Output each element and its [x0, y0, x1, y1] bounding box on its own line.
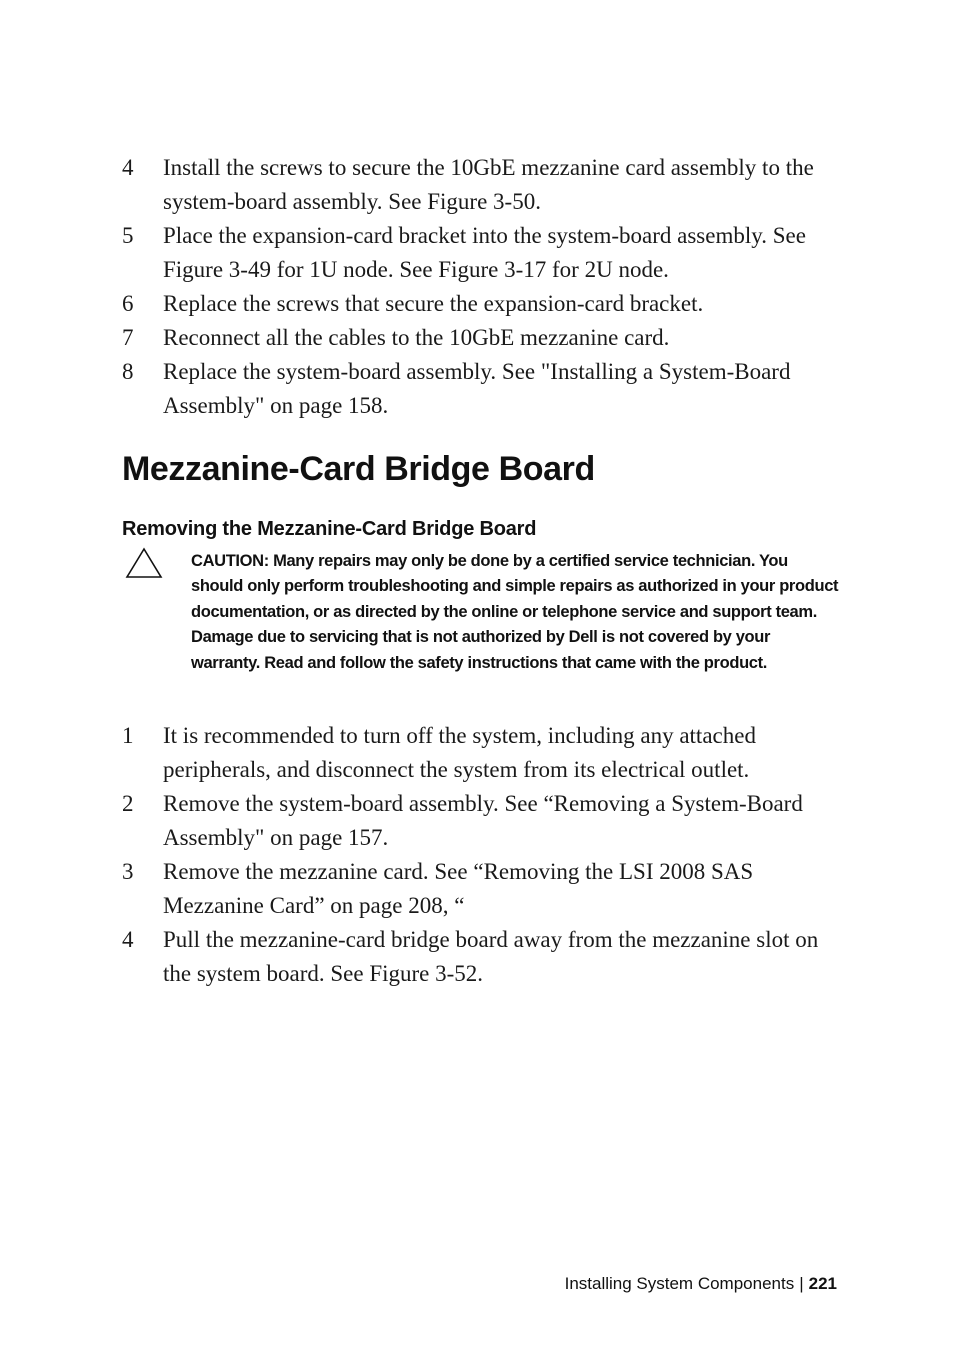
step-text: Replace the system-board assembly. See "Installing a System-Board Assembly" on page 158. — [163, 359, 791, 418]
step-text: Pull the mezzanine-card bridge board away from the mezzanine slot on the system board. See Figure 3-52. — [163, 927, 819, 986]
step-number: 5 — [122, 223, 134, 248]
step-text: Replace the screws that secure the expansion-card bracket. — [163, 291, 704, 316]
footer-chapter-title: Installing System Components — [564, 1274, 795, 1293]
list-item — [122, 151, 842, 219]
subsection-title: Removing the Mezzanine-Card Bridge Board — [122, 518, 537, 540]
removal-steps-list — [122, 719, 842, 991]
step-number: 2 — [122, 791, 134, 816]
caution-triangle-icon — [125, 547, 163, 579]
continued-steps-list — [122, 151, 842, 423]
step-text: Place the expansion-card bracket into the system-board assembly. See Figure 3-49 for 1U node. See Figure 3-17 for 2U node. — [163, 223, 806, 282]
step-number: 6 — [122, 291, 134, 316]
page-footer — [565, 1271, 837, 1297]
step-text: Remove the mezzanine card. See “Removing the LSI 2008 SAS Mezzanine Card” on page 208, “ — [163, 859, 754, 918]
step-text: Remove the system-board assembly. See “Removing a System-Board Assembly" on page 157. — [163, 791, 803, 850]
step-number: 3 — [122, 859, 134, 884]
step-text: It is recommended to turn off the system, including any attached peripherals, and disconnect the system from its electrical outlet. — [163, 723, 756, 782]
page-number: 221 — [808, 1274, 837, 1293]
step-number: 8 — [122, 359, 134, 384]
step-number: 4 — [122, 927, 134, 952]
list-item — [122, 321, 842, 355]
section-title: Mezzanine-Card Bridge Board — [122, 450, 595, 488]
list-item — [122, 287, 842, 321]
step-text: Reconnect all the cables to the 10GbE mezzanine card. — [163, 325, 670, 350]
list-item — [122, 355, 842, 423]
step-number: 7 — [122, 325, 134, 350]
list-item — [122, 923, 842, 991]
step-number: 1 — [122, 723, 134, 748]
list-item — [122, 219, 842, 287]
list-item — [122, 719, 842, 787]
list-item — [122, 787, 842, 855]
step-number: 4 — [122, 155, 134, 180]
caution-notice: CAUTION: Many repairs may only be done by a certified service technician. You should only perform troubleshooting and simple repairs as authorized in your product documentation, or as directed by the online or telephone service and support team. Damage due to servicing that is not authorized by Dell is not covered by your warranty. Read and follow the safety instructions that came with the product. — [191, 552, 839, 672]
footer-separator: | — [799, 1274, 804, 1293]
step-text: Install the screws to secure the 10GbE mezzanine card assembly to the system-board assembly. See Figure 3-50. — [163, 155, 814, 214]
list-item — [122, 855, 842, 923]
